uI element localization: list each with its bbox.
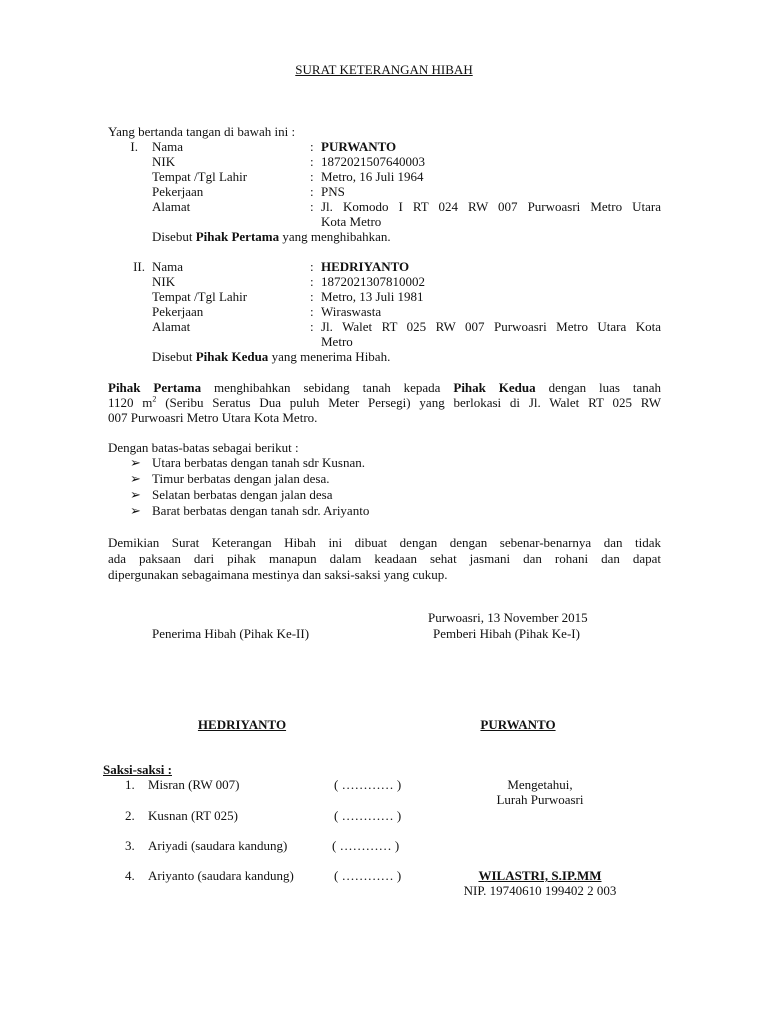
- designation-role: Pihak Pertama: [195, 229, 280, 244]
- party-two-designation: [152, 349, 390, 364]
- party-two-nik-value: 1872021307810002: [321, 274, 425, 289]
- bullet-arrow-icon: ➢: [130, 487, 141, 502]
- grant-line-1: [108, 380, 661, 395]
- witness-name: Kusnan (RT 025): [148, 808, 238, 823]
- party-one-designation: [152, 229, 391, 244]
- boundary-item: Utara berbatas dengan tanah sdr Kusnan.: [152, 455, 365, 470]
- colon: :: [310, 199, 314, 214]
- designation-role: Pihak Kedua: [195, 349, 269, 364]
- grant-text: dengan luas tanah: [548, 380, 662, 395]
- acknowledgement-office: Lurah Purwoasri: [496, 792, 584, 807]
- witness-name: Ariyadi (saudara kandung): [148, 838, 288, 853]
- giver-name: PURWANTO: [480, 717, 556, 732]
- bullet-arrow-icon: ➢: [130, 471, 141, 486]
- colon: :: [310, 154, 314, 169]
- giver-label: Pemberi Hibah (Pihak Ke-I): [433, 626, 580, 641]
- boundary-item: Selatan berbatas dengan jalan desa: [152, 487, 333, 502]
- party-one-nik-value: 1872021507640003: [321, 154, 425, 169]
- grant-text: menghibahkan sebidang tanah kepada: [214, 380, 441, 395]
- bullet-arrow-icon: ➢: [130, 503, 141, 518]
- boundaries-heading: Dengan batas-batas sebagai berikut :: [108, 440, 299, 455]
- place-date: Purwoasri, 13 November 2015: [428, 610, 588, 625]
- receiver-name: HEDRIYANTO: [197, 717, 287, 732]
- witness-signature-blank: ( ………… ): [334, 777, 402, 792]
- closing-line-3: dipergunakan sebagaimana mestinya dan saksi-saksi yang cukup.: [108, 567, 448, 582]
- party-one-name-value: PURWANTO: [321, 139, 397, 154]
- party-two-birth-label: Tempat /Tgl Lahir: [152, 289, 248, 304]
- party-two-name-value: HEDRIYANTO: [321, 259, 410, 274]
- closing-line-2: ada paksaan dari pihak manapun dalam keadaan sehat jasmani dan rohani dan dapat: [108, 551, 661, 566]
- party-two-numeral: II.: [133, 259, 145, 274]
- party-one-job-value: PNS: [321, 184, 345, 199]
- grant-area-superscript: 2: [152, 394, 157, 404]
- party-two-nik-label: NIK: [152, 274, 176, 289]
- grant-line-2: [108, 395, 661, 410]
- official-nip: NIP. 19740610 199402 2 003: [463, 883, 617, 898]
- designation-prefix: Disebut: [152, 229, 193, 244]
- colon: :: [310, 184, 314, 199]
- designation-prefix: Disebut: [152, 349, 193, 364]
- colon: :: [310, 139, 314, 154]
- party-two-address-label: Alamat: [152, 319, 191, 334]
- party-one-birth-value: Metro, 16 Juli 1964: [321, 169, 424, 184]
- grant-text: (Seribu Seratus Dua puluh Meter Persegi) yang berlokasi di Jl. Walet RT 025 RW: [165, 395, 661, 410]
- closing-line-1: Demikian Surat Keterangan Hibah ini dibuat dengan dengan sebenar-benarnya dan tidak: [108, 535, 661, 550]
- colon: :: [310, 289, 314, 304]
- colon: :: [310, 304, 314, 319]
- party-one-birth-label: Tempat /Tgl Lahir: [152, 169, 248, 184]
- witness-signature-blank: ( ………… ): [332, 838, 400, 853]
- acknowledgement-label: Mengetahui,: [507, 777, 573, 792]
- party-two-name-label: Nama: [152, 259, 184, 274]
- witnesses-heading: Saksi-saksi :: [103, 762, 172, 777]
- party-two-address-line2: Metro: [321, 334, 353, 349]
- grant-receiver-role: Pihak Kedua: [453, 380, 536, 395]
- party-one-address-line2: Kota Metro: [321, 214, 382, 229]
- party-one-numeral: I.: [130, 139, 138, 154]
- witness-number: 2.: [125, 808, 135, 823]
- receiver-label: Penerima Hibah (Pihak Ke-II): [152, 626, 310, 641]
- party-one-address-line1: Jl. Komodo I RT 024 RW 007 Purwoasri Metro Utara: [321, 199, 661, 214]
- party-two-birth-value: Metro, 13 Juli 1981: [321, 289, 424, 304]
- grant-giver-role: Pihak Pertama: [108, 380, 202, 395]
- witness-number: 4.: [125, 868, 135, 883]
- designation-suffix: yang menghibahkan.: [282, 229, 391, 244]
- party-two-address-line1: Jl. Walet RT 025 RW 007 Purwoasri Metro Utara Kota: [321, 319, 661, 334]
- party-one-nik-label: NIK: [152, 154, 176, 169]
- witness-signature-blank: ( ………… ): [334, 808, 402, 823]
- colon: :: [310, 259, 314, 274]
- party-one-name-label: Nama: [152, 139, 184, 154]
- witness-name: Misran (RW 007): [148, 777, 240, 792]
- party-two-job-label: Pekerjaan: [152, 304, 204, 319]
- witness-signature-blank: ( ………… ): [334, 868, 402, 883]
- boundary-item: Barat berbatas dengan tanah sdr. Ariyanto: [152, 503, 370, 518]
- witness-name: Ariyanto (saudara kandung): [148, 868, 294, 883]
- document-title: SURAT KETERANGAN HIBAH: [295, 62, 473, 77]
- bullet-arrow-icon: ➢: [130, 455, 141, 470]
- party-one-address-label: Alamat: [152, 199, 191, 214]
- designation-suffix: yang menerima Hibah.: [271, 349, 391, 364]
- colon: :: [310, 319, 314, 334]
- grant-area: 1120 m: [108, 395, 153, 410]
- grant-line-3: 007 Purwoasri Metro Utara Kota Metro.: [108, 410, 318, 425]
- intro-text: Yang bertanda tangan di bawah ini :: [108, 124, 296, 139]
- party-two-job-value: Wiraswasta: [321, 304, 382, 319]
- boundary-item: Timur berbatas dengan jalan desa.: [152, 471, 330, 486]
- witness-number: 3.: [125, 838, 135, 853]
- witness-number: 1.: [125, 777, 135, 792]
- colon: :: [310, 274, 314, 289]
- party-one-job-label: Pekerjaan: [152, 184, 204, 199]
- colon: :: [310, 169, 314, 184]
- official-name: WILASTRI, S.IP.MM: [478, 868, 602, 883]
